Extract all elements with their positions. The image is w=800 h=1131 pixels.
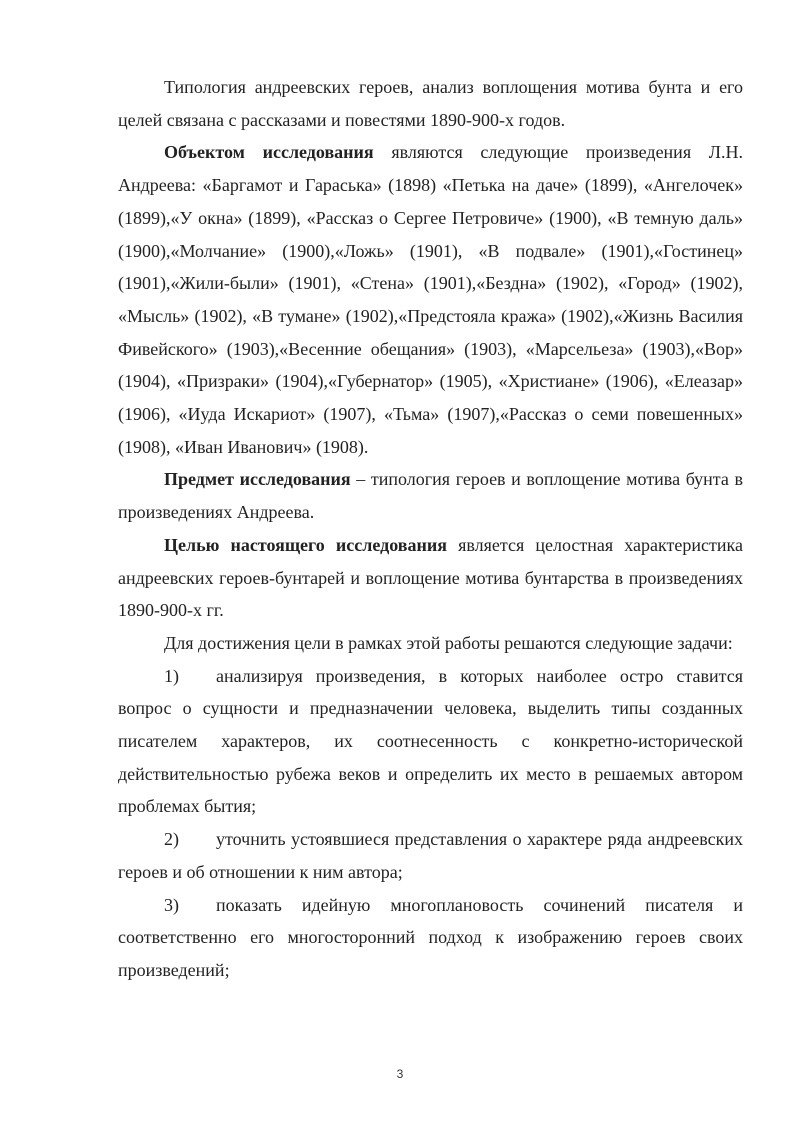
task-text: анализируя произведения, в которых наиболее остро ставится вопрос о сущности и предназначении человека, выделить типы созданных писателем характеров, их соотнесенность с конкретно-исторической действительностью рубежа веков и определить их место в решаемых автором проблемах бытия; xyxy=(118,665,743,817)
document-body xyxy=(118,71,743,987)
intro-paragraph: Типология андреевских героев, анализ воплощения мотива бунта и его целей связана с рассказами и повестями 1890-900-х годов. xyxy=(118,77,743,130)
task-item xyxy=(118,889,743,987)
task-text: уточнить устоявшиеся представления о характере ряда андреевских героев и об отношении к ним автора; xyxy=(118,829,743,882)
task-item xyxy=(118,823,743,888)
page-number: 3 xyxy=(396,1067,404,1081)
object-paragraph xyxy=(118,136,743,463)
object-heading: Объектом исследования xyxy=(164,142,374,163)
subject-paragraph xyxy=(118,463,743,528)
task-number: 1) xyxy=(164,665,179,686)
goal-paragraph xyxy=(118,529,743,627)
subject-text: – типология героев и воплощение мотива бунта в произведениях Андреева. xyxy=(118,469,743,523)
object-text: являются следующие произведения Л.Н. Андреева: «Баргамот и Гараська» (1898) «Петька на даче» (1899), «Ангелочек» (1899),«У окна» (1899), «Рассказ о Сергее Петровиче» (1900), «В темную даль» (1900),«Молчание» (1900),«Ложь» (1901), «В подвале» (1901),«Гостинец» (1901),«Жили-были» (1901), «Стена» (1901),«Бездна» (1902), «Город» (1902), «Мысль» (1902), «В тумане» (1902),«Предстояла кража» (1902),«Жизнь Василия Фивейского» (1903),«Весенние обещания» (1903), «Марсельеза» (1903),«Вор» (1904), «Призраки» (1904),«Губернатор» (1905), «Христиане» (1906), «Елеазар» (1906), «Иуда Искариот» (1907), «Тьма» (1907),«Рассказ о семи повешенных» (1908), «Иван Иванович» (1908). xyxy=(118,142,743,457)
subject-heading: Предмет исследования xyxy=(164,469,351,490)
task-number: 3) xyxy=(164,894,179,915)
tasks-intro-paragraph: Для достижения цели в рамках этой работы решаются следующие задачи: xyxy=(164,632,733,653)
task-number: 2) xyxy=(164,829,179,850)
task-text: показать идейную многоплановость сочинений писателя и соответственно его многосторонний подход к изображению героев своих произведений; xyxy=(118,894,743,980)
goal-text: является целостная характеристика андреевских героев-бунтарей и воплощение мотива бунтарства в произведениях 1890-900-х гг. xyxy=(118,534,743,621)
goal-heading: Целью настоящего исследования xyxy=(164,534,447,555)
task-item xyxy=(118,660,743,824)
